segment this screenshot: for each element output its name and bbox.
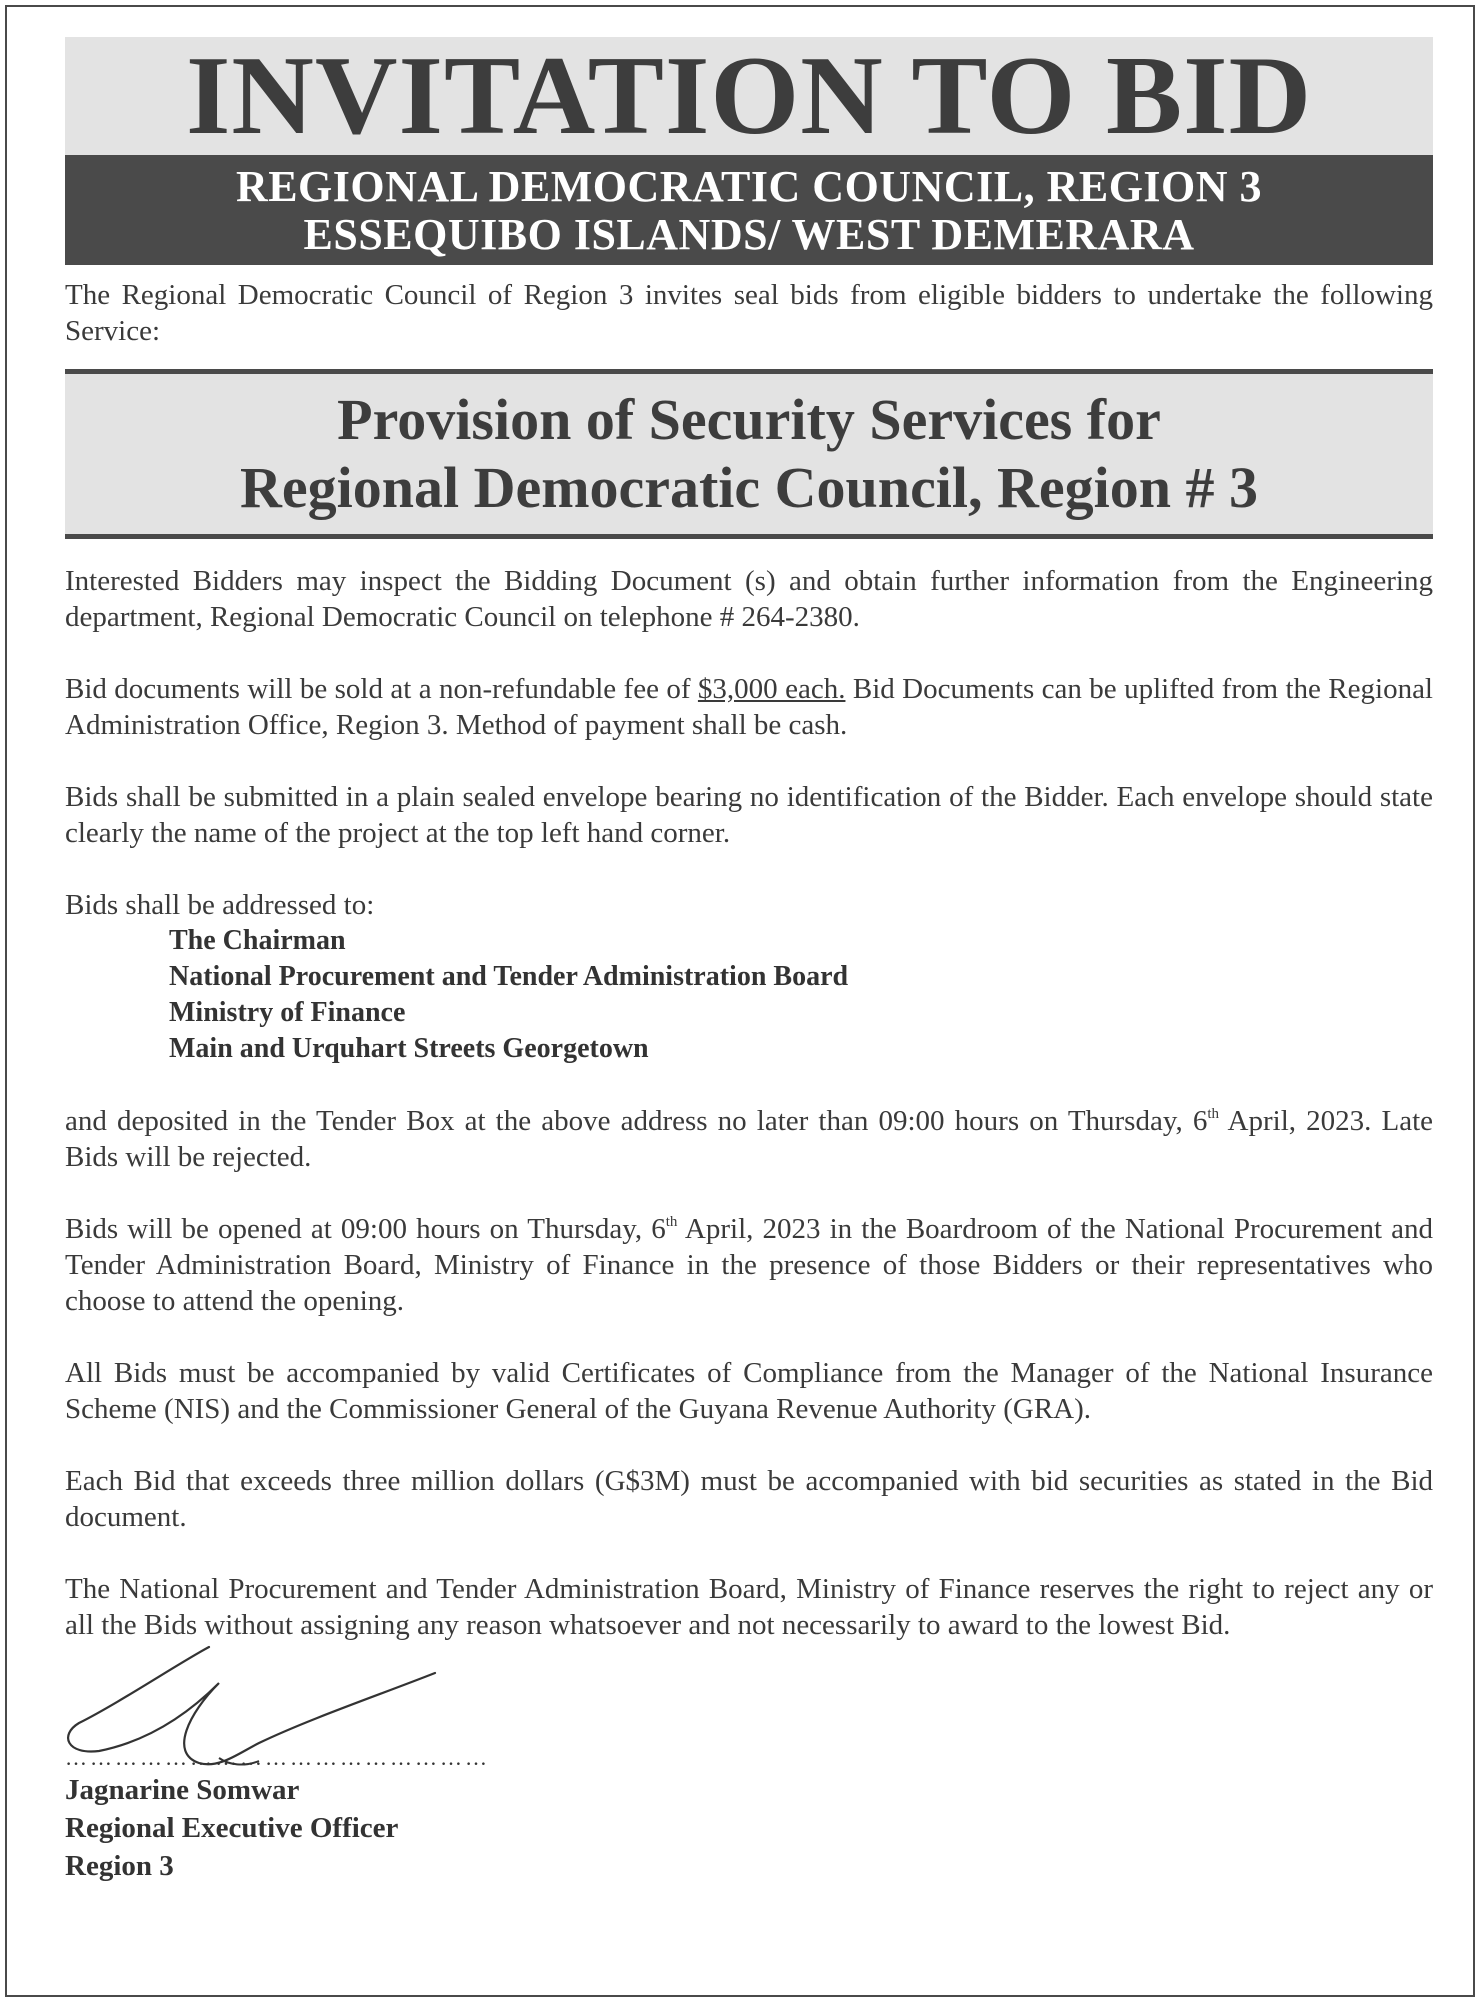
signature-line: ……………………………………………	[65, 1745, 490, 1770]
addressed-to-label: Bids shall be addressed to:	[65, 889, 375, 921]
envelope-paragraph: Bids shall be submitted in a plain sealed envelope bearing no identification of the Bidder. Each envelope should state clearly the name of the project at the top left hand corner.	[65, 781, 1433, 849]
fee-text-before: Bid documents will be sold at a non-refundable fee of	[65, 673, 698, 705]
notice-frame	[5, 5, 1475, 1997]
service-title-line2: Regional Democratic Council, Region # 3	[239, 455, 1259, 520]
opening-paragraph	[65, 1211, 1433, 1319]
page-title: INVITATION TO BID	[185, 37, 1313, 155]
deposit-text-before: and deposited in the Tender Box at the above address no later than 09:00 hours on Thursday, 6	[65, 1105, 1208, 1137]
address-line-chairman: The Chairman	[169, 925, 346, 956]
signer-position: Regional Executive Officer	[65, 1812, 399, 1844]
opening-text-before: Bids will be opened at 09:00 hours on Thursday, 6	[65, 1213, 666, 1245]
signature-area	[65, 1653, 1433, 1770]
signer-region: Region 3	[65, 1850, 174, 1882]
intro-paragraph: The Regional Democratic Council of Region 3 invites seal bids from eligible bidders to undertake the following Service:	[65, 279, 1433, 347]
council-region: ESSEQUIBO ISLANDS/ WEST DEMERARA	[303, 210, 1195, 259]
deposit-text-after: April, 2023. Late Bids will be rejected.	[65, 1105, 1434, 1173]
compliance-paragraph: All Bids must be accompanied by valid Certificates of Compliance from the Manager of the National Insurance Scheme (NIS) and the Commissioner General of the Guyana Revenue Authority (GRA).	[65, 1357, 1433, 1425]
council-band	[65, 155, 1433, 265]
rights-paragraph: The National Procurement and Tender Administration Board, Ministry of Finance reserves the right to reject any or all the Bids without assigning any reason whatsoever and not necessarily to award to the lowest Bid.	[65, 1573, 1433, 1641]
service-title-line1: Provision of Security Services for	[337, 387, 1161, 452]
deposit-paragraph	[65, 1103, 1433, 1175]
address-line-street: Main and Urquhart Streets Georgetown	[169, 1033, 649, 1064]
signer-block	[65, 1771, 1433, 1885]
signer-name: Jagnarine Somwar	[65, 1774, 300, 1806]
fee-text-after: Bid Documents can be uplifted from the Regional Administration Office, Region 3. Method of payment shall be cash.	[65, 673, 1433, 741]
service-box	[65, 369, 1433, 539]
deposit-ordinal: th	[1207, 1106, 1220, 1122]
opening-text-after: April, 2023 in the Boardroom of the National Procurement and Tender Administration Board, Ministry of Finance in the presence of those Bidders or their representatives who choose to attend the opening.	[65, 1213, 1433, 1317]
council-name: REGIONAL DEMOCRATIC COUNCIL, REGION 3	[235, 162, 1263, 211]
notice-content	[65, 37, 1433, 1885]
address-line-ministry: Ministry of Finance	[169, 997, 406, 1028]
fee-paragraph	[65, 671, 1433, 743]
security-paragraph: Each Bid that exceeds three million dollars (G$3M) must be accompanied with bid securities as stated in the Bid document.	[65, 1465, 1433, 1533]
fee-amount: $3,000 each.	[697, 673, 846, 705]
inspect-paragraph: Interested Bidders may inspect the Bidding Document (s) and obtain further information from the Engineering department, Regional Democratic Council on telephone # 264-2380.	[65, 565, 1433, 633]
address-block	[65, 923, 1433, 1067]
address-line-board: National Procurement and Tender Administration Board	[169, 961, 849, 992]
title-band	[65, 37, 1433, 155]
opening-ordinal: th	[665, 1214, 678, 1230]
